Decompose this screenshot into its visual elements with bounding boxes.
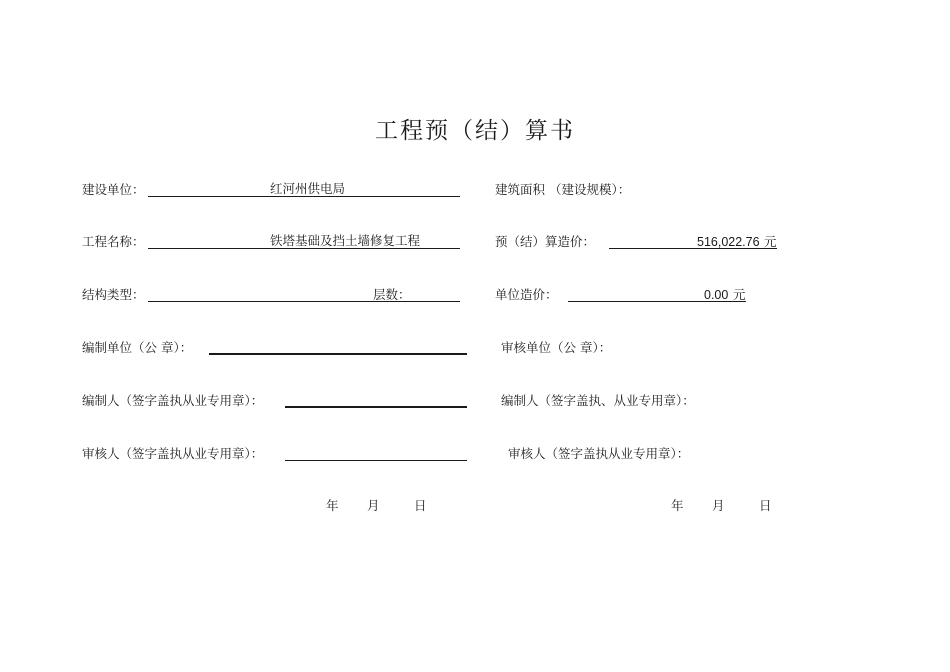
unit-cost-label: 单位造价： xyxy=(495,287,558,302)
unit-cost-unit: 元 xyxy=(733,287,746,302)
reviewer-underline xyxy=(285,460,467,461)
right-reviewer-label: 审核人（签字盖执从业专用章）： xyxy=(508,446,690,461)
left-date-year: 年 xyxy=(326,498,339,513)
audit-unit-label: 审核单位（公 章）： xyxy=(501,340,612,355)
right-compiler-label: 编制人（签字盖执、从业专用章）： xyxy=(501,393,695,408)
document-title: 工程预（结）算书 xyxy=(375,118,575,144)
left-date-month: 月 xyxy=(367,498,380,513)
left-date-day: 日 xyxy=(414,498,427,513)
area-label: 建筑面积 （建设规模）： xyxy=(495,182,631,197)
compiler-underline xyxy=(285,406,467,408)
project-label: 工程名称： xyxy=(82,234,145,249)
cost-value: 516,022.76 xyxy=(697,235,760,249)
right-date-year: 年 xyxy=(671,498,684,513)
right-date-month: 月 xyxy=(712,498,725,513)
compiler-label: 编制人（签字盖执从业专用章）： xyxy=(82,393,264,408)
structure-underline xyxy=(148,301,460,302)
compiler-unit-underline xyxy=(209,353,467,355)
cost-label: 预（结）算造价： xyxy=(495,234,596,249)
unit-cost-value: 0.00 xyxy=(704,288,729,302)
right-date-day: 日 xyxy=(759,498,772,513)
owner-label: 建设单位： xyxy=(82,182,145,197)
owner-value: 红河州供电局 xyxy=(270,181,346,196)
floors-label: 层数： xyxy=(373,287,411,302)
cost-unit: 元 xyxy=(764,234,777,249)
structure-label: 结构类型： xyxy=(82,287,145,302)
reviewer-label: 审核人（签字盖执从业专用章）： xyxy=(82,446,264,461)
project-value: 铁塔基础及挡土墙修复工程 xyxy=(270,233,421,248)
compiler-unit-label: 编制单位（公 章）： xyxy=(82,340,193,355)
